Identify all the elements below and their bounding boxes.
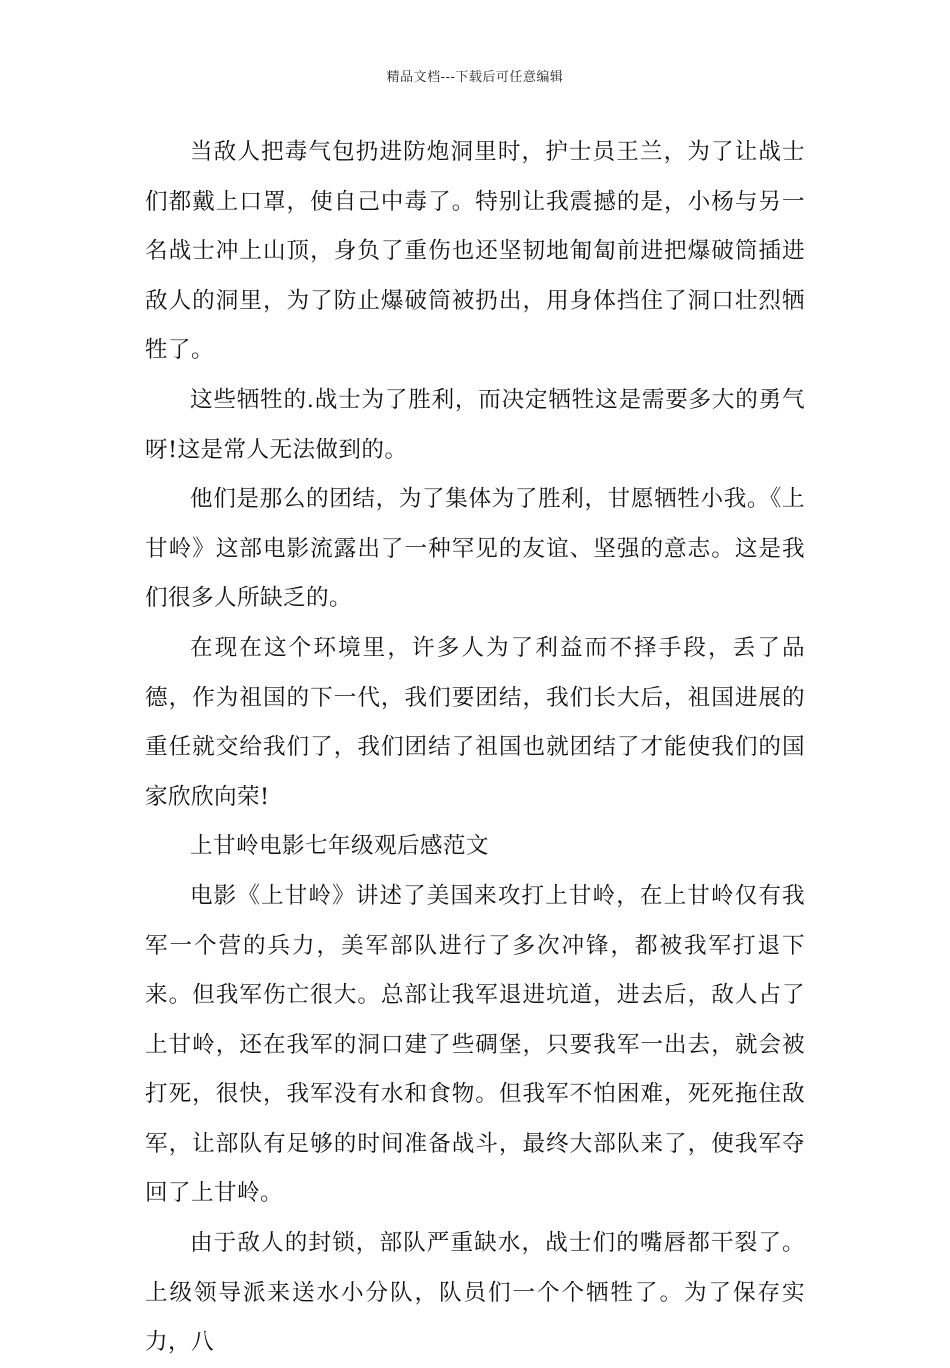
section-title: 上甘岭电影七年级观后感范文 xyxy=(190,833,489,860)
paragraph-2: 这些牺牲的.战士为了胜利，而决定牺牲这是需要多大的勇气呀!这是常人无法做到的。 xyxy=(145,386,805,463)
paragraph-6: 由于敌人的封锁，部队严重缺水，战士们的嘴唇都干裂了。上级领导派来送水小分队，队员们一个个牺牲了。为了保存实力，八 xyxy=(145,1230,805,1356)
paragraph-3: 他们是那么的团结，为了集体为了胜利，甘愿牺牲小我。《上甘岭》这部电影流露出了一种罕见的友谊、坚强的意志。这是我们很多人所缺乏的。 xyxy=(145,486,805,612)
page-header: 精品文档---下载后可任意编辑 xyxy=(386,70,564,85)
paragraph-5: 电影《上甘岭》讲述了美国来攻打上甘岭，在上甘岭仅有我军一个营的兵力，美军部队进行了多次冲锋，都被我军打退下来。但我军伤亡很大。总部让我军退进坑道，进去后，敌人占了上甘岭，还在我军的洞口建了些碉堡，只要我军一出去，就会被打死，很快，我军没有水和食物。但我军不怕困难，死死拖住敌军，让部队有足够的时间准备战斗，最终大部队来了，使我军夺回了上甘岭。 xyxy=(145,882,805,1207)
paragraph-4: 在现在这个环境里，许多人为了利益而不择手段，丢了品德，作为祖国的下一代，我们要团结，我们长大后，祖国进展的重任就交给我们了，我们团结了祖国也就团结了才能使我们的国家欣欣向荣! xyxy=(145,634,805,810)
paragraph-1: 当敌人把毒气包扔进防炮洞里时，护士员王兰，为了让战士们都戴上口罩，使自己中毒了。特别让我震撼的是，小杨与另一名战士冲上山顶，身负了重伤也还坚韧地匍匐前进把爆破筒插进敌人的洞里，为了防止爆破筒被扔出，用身体挡住了洞口壮烈牺牲了。 xyxy=(145,139,805,364)
document-body xyxy=(145,128,805,1368)
